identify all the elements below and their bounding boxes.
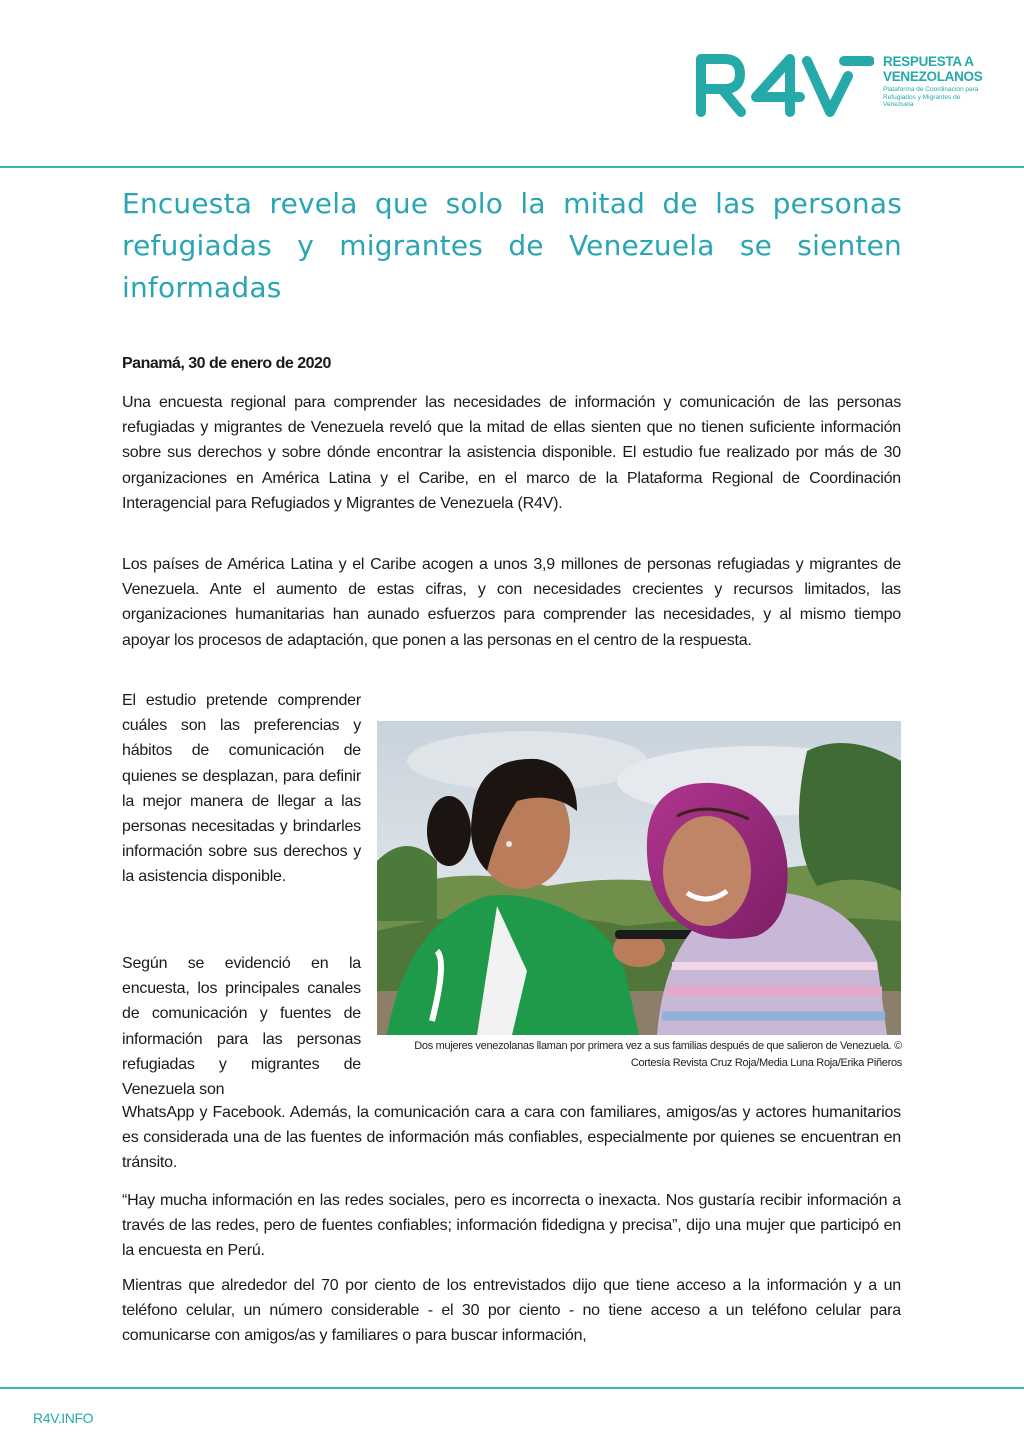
article-photo <box>377 721 901 1035</box>
footer-website-link[interactable]: R4V.INFO <box>33 1410 94 1426</box>
paragraph-7: Mientras que alrededor del 70 por ciento de los entrevistados dijo que tiene acceso a la información y a un teléfono celular, un número considerable - el 30 por ciento - no tiene acceso a un teléfono celular para comunicarse con amigos/as y familiares o para buscar información, <box>122 1277 901 1345</box>
photo-caption: Dos mujeres venezolanas llaman por primera vez a sus familias después de que salieron de Venezuela. © Cortesía Revista Cruz Roja/Media Luna Roja/Erika Piñeros <box>414 1040 902 1069</box>
r4v-logo <box>694 52 984 118</box>
logo-line-1: RESPUESTA A <box>883 54 974 69</box>
photo-women-on-phone-icon <box>377 721 901 1035</box>
logo-tagline: Plataforma de Coordinación para Refugiados y Migrantes de Venezuela <box>883 86 979 108</box>
article-title: Encuesta revela que solo la mitad de las personas refugiadas y migrantes de Venezuela se sienten informadas <box>122 187 902 304</box>
r4v-logo-mark-icon <box>694 52 874 118</box>
dateline: Panamá, 30 de enero de 2020 <box>122 355 331 372</box>
paragraph-3: El estudio pretende comprender cuáles son las preferencias y hábitos de comunicación de quienes se desplazan, para definir la mejor manera de llegar a las personas necesitadas y brindarles información sobre sus derechos y la asistencia disponible. <box>122 692 361 886</box>
paragraph-6: “Hay mucha información en las redes sociales, pero es incorrecta o inexacta. Nos gustaría recibir información a través de las redes, pero de fuentes confiables; información fidedigna y precisa”, dijo una mujer que participó en la encuesta en Perú. <box>122 1192 901 1260</box>
footer-divider <box>0 1387 1024 1389</box>
paragraph-2: Los países de América Latina y el Caribe acogen a unos 3,9 millones de personas refugiadas y migrantes de Venezuela. Ante el aumento de estas cifras, y con necesidades crecientes y recursos limitados, las organizaciones humanitarias han aunado esfuerzos para comprender las necesidades, y al mismo tiempo apoyar los procesos de adaptación, que ponen a las personas en el centro de la respuesta. <box>122 556 901 649</box>
logo-line-2: VENEZOLANOS <box>883 69 983 84</box>
paragraph-4: Según se evidenció en la encuesta, los principales canales de comunicación y fuentes de información para las personas refugiadas y migrantes de Venezuela son <box>122 955 361 1099</box>
paragraph-1: Una encuesta regional para comprender las necesidades de información y comunicación de las personas refugiadas y migrantes de Venezuela reveló que la mitad de ellas sienten que no tienen suficiente información sobre sus derechos y sobre dónde encontrar la asistencia disponible. El estudio fue realizado por más de 30 organizaciones en América Latina y el Caribe, en el marco de la Plataforma Regional de Coordinación Interagencial para Refugiados y Migrantes de Venezuela (R4V). <box>122 394 901 512</box>
paragraph-5: WhatsApp y Facebook. Además, la comunicación cara a cara con familiares, amigos/as y actores humanitarios es considerada una de las fuentes de información más confiables, especialmente por quienes se encuentran en tránsito. <box>122 1104 901 1172</box>
header-divider <box>0 166 1024 168</box>
logo-text <box>883 54 983 109</box>
